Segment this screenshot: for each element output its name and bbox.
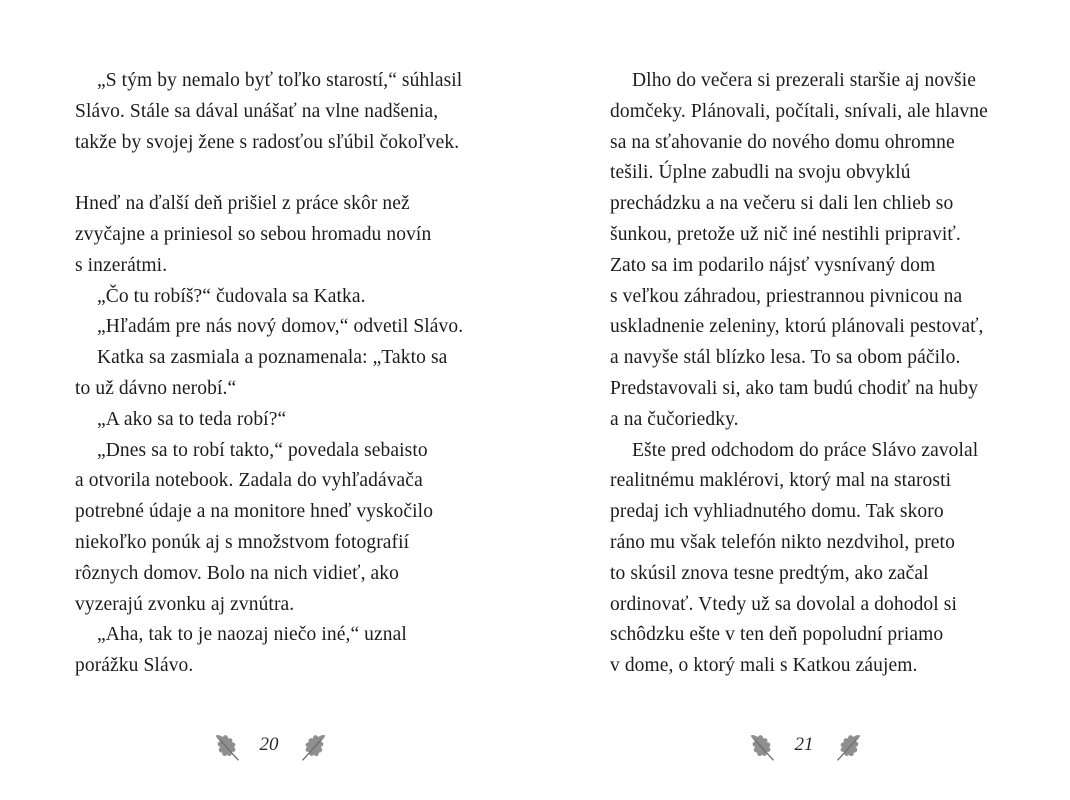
page-footer	[205, 728, 405, 768]
page-number: 20	[259, 734, 279, 755]
text-line: „S tým by nemalo byť toľko starostí,“ súhlasil	[97, 70, 463, 91]
text-line: takže by svojej žene s radosťou sľúbil čokoľvek.	[75, 131, 460, 153]
text-line: s inzerátmi.	[75, 254, 168, 276]
oak-leaf-icon	[828, 728, 866, 766]
text-line: vyzerajú zvonku aj zvnútra.	[75, 593, 295, 615]
text-line	[75, 158, 470, 189]
text-line: s veľkou záhradou, priestrannou pivnicou na	[610, 285, 963, 307]
text-line: šunkou, pretože už nič iné nestihli pripraviť.	[610, 223, 961, 245]
text-line: uskladnenie zeleniny, ktorú plánovali pestovať,	[610, 316, 984, 338]
text-line: rôznych domov. Bolo na nich vidieť, ako	[75, 562, 399, 584]
oak-leaf-icon	[745, 728, 783, 766]
right-page-text	[610, 66, 1000, 682]
text-line: domčeky. Plánovali, počítali, snívali, ale hlavne	[610, 100, 988, 122]
text-line: a navyše stál blízko lesa. To sa obom páčilo.	[610, 347, 961, 369]
oak-leaf-icon	[293, 728, 331, 766]
text-line: v dome, o ktorý mali s Katkou záujem.	[610, 655, 918, 677]
text-line: tešili. Úplne zabudli na svoju obvyklú	[610, 162, 911, 184]
text-line: niekoľko ponúk aj s množstvom fotografií	[75, 531, 410, 553]
left-page-text	[75, 66, 470, 682]
text-line: „Dnes sa to robí takto,“ povedala sebaisto	[97, 439, 428, 461]
text-line: prechádzku a na večeru si dali len chlieb so	[610, 193, 954, 215]
text-line: „Aha, tak to je naozaj niečo iné,“ uznal	[97, 624, 407, 646]
text-line: Zato sa im podarilo nájsť vysnívaný dom	[610, 254, 936, 276]
text-line: schôdzku ešte v ten deň popoludní priamo	[610, 624, 944, 646]
text-line: Dlho do večera si prezerali staršie aj novšie	[632, 70, 976, 91]
text-line: „A ako sa to teda robí?“	[97, 408, 287, 430]
text-line: a na čučoriedky.	[610, 408, 739, 430]
text-line: predaj ich vyhliadnutého domu. Tak skoro	[610, 501, 944, 523]
text-line: Katka sa zasmiala a poznamenala: „Takto sa	[97, 347, 448, 369]
text-line: ordinovať. Vtedy už sa dovolal a dohodol si	[610, 593, 957, 615]
text-line: zvyčajne a priniesol so sebou hromadu novín	[75, 223, 432, 245]
page-number: 21	[794, 734, 814, 755]
text-line: potrebné údaje a na monitore hneď vyskočilo	[75, 501, 434, 523]
text-line: ráno mu však telefón nikto nezdvihol, preto	[610, 531, 955, 553]
text-line: „Čo tu robíš?“ čudovala sa Katka.	[97, 285, 366, 307]
text-line: realitnému maklérovi, ktorý mal na starosti	[610, 470, 952, 492]
text-line: to už dávno nerobí.“	[75, 377, 237, 399]
text-line: Slávo. Stále sa dával unášať na vlne nadšenia,	[75, 100, 439, 122]
text-line: „Hľadám pre nás nový domov,“ odvetil Slávo.	[97, 316, 464, 338]
text-line: sa na sťahovanie do nového domu ohromne	[610, 131, 955, 153]
text-line: to skúsil znova tesne predtým, ako začal	[610, 562, 929, 584]
oak-leaf-icon	[210, 728, 248, 766]
text-line: Predstavovali si, ako tam budú chodiť na huby	[610, 377, 979, 399]
right-page	[535, 0, 1070, 800]
text-line: Hneď na ďalší deň prišiel z práce skôr než	[75, 193, 410, 215]
text-line: Ešte pred odchodom do práce Slávo zavolal	[632, 439, 979, 461]
text-line: porážku Slávo.	[75, 655, 194, 677]
text-line: a otvorila notebook. Zadala do vyhľadávača	[75, 470, 423, 492]
page-footer	[740, 728, 940, 768]
